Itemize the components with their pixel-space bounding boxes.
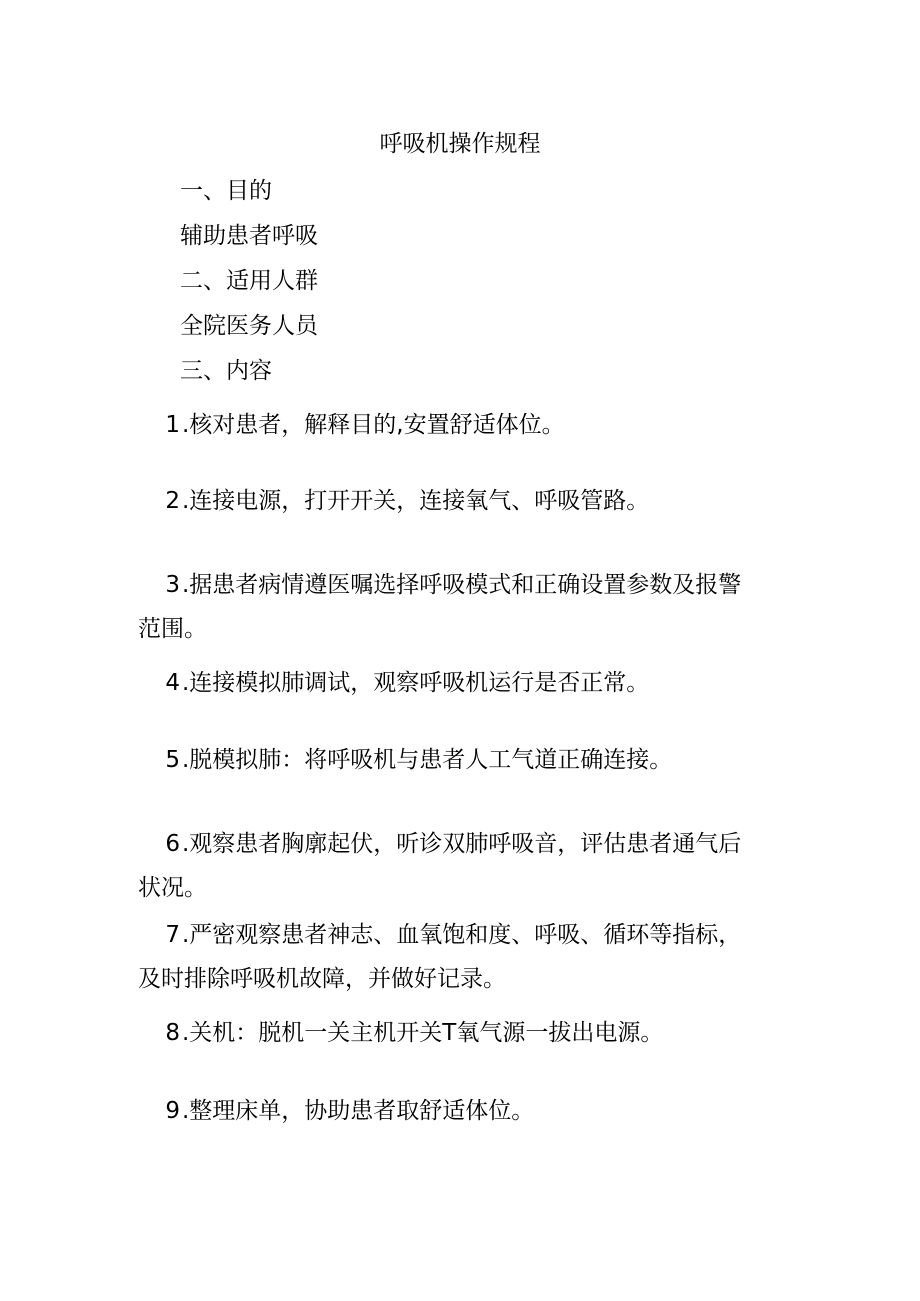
list-item — [138, 738, 788, 782]
list-item — [138, 479, 788, 523]
item-number: 6 — [165, 831, 180, 857]
list-item — [138, 563, 788, 651]
item-text: .核对患者，解释目的,安置舒适体位。 — [182, 412, 565, 438]
document-title: 呼吸机操作规程 — [379, 131, 541, 157]
item-text-continued: 状况。 — [138, 875, 207, 901]
item-number: 9 — [165, 1098, 180, 1124]
item-number: 4 — [165, 670, 180, 696]
item-text: .严密观察患者神志、血氧饱和度、呼吸、循环等指标， — [182, 922, 742, 948]
list-item — [138, 913, 788, 1001]
item-text-continued: 范围。 — [138, 616, 207, 642]
item-text: .观察患者胸廓起伏，听诊双肺呼吸音，评估患者通气后 — [182, 831, 742, 857]
item-text: .连接电源，打开开关，连接氧气、呼吸管路。 — [182, 488, 650, 514]
list-item — [138, 403, 788, 447]
item-number: 5 — [165, 747, 180, 773]
list-item — [138, 661, 788, 705]
section-heading-audience: 二、适用人群 — [180, 268, 318, 294]
item-text: .关机：脱机一关主机开关T氧气源一拔出电源。 — [182, 1020, 664, 1046]
section-body-purpose: 辅助患者呼吸 — [180, 223, 318, 249]
item-number: 7 — [165, 922, 180, 948]
section-heading-purpose: 一、目的 — [180, 178, 272, 204]
item-text: .脱模拟肺：将呼吸机与患者人工气道正确连接。 — [182, 747, 673, 773]
item-number: 1 — [165, 412, 180, 438]
item-text: .连接模拟肺调试，观察呼吸机运行是否正常。 — [182, 670, 650, 696]
section-heading-content: 三、内容 — [180, 358, 272, 384]
list-item — [138, 822, 788, 910]
item-number: 3 — [165, 572, 180, 598]
section-body-audience: 全院医务人员 — [180, 313, 318, 339]
item-text-continued: 及时排除呼吸机故障，并做好记录。 — [138, 966, 506, 992]
item-text: .据患者病情遵医嘱选择呼吸模式和正确设置参数及报警 — [182, 572, 742, 598]
list-item — [138, 1089, 788, 1133]
list-item — [138, 1011, 788, 1055]
item-number: 8 — [165, 1020, 180, 1046]
item-number: 2 — [165, 488, 180, 514]
item-text: .整理床单，协助患者取舒适体位。 — [182, 1098, 535, 1124]
